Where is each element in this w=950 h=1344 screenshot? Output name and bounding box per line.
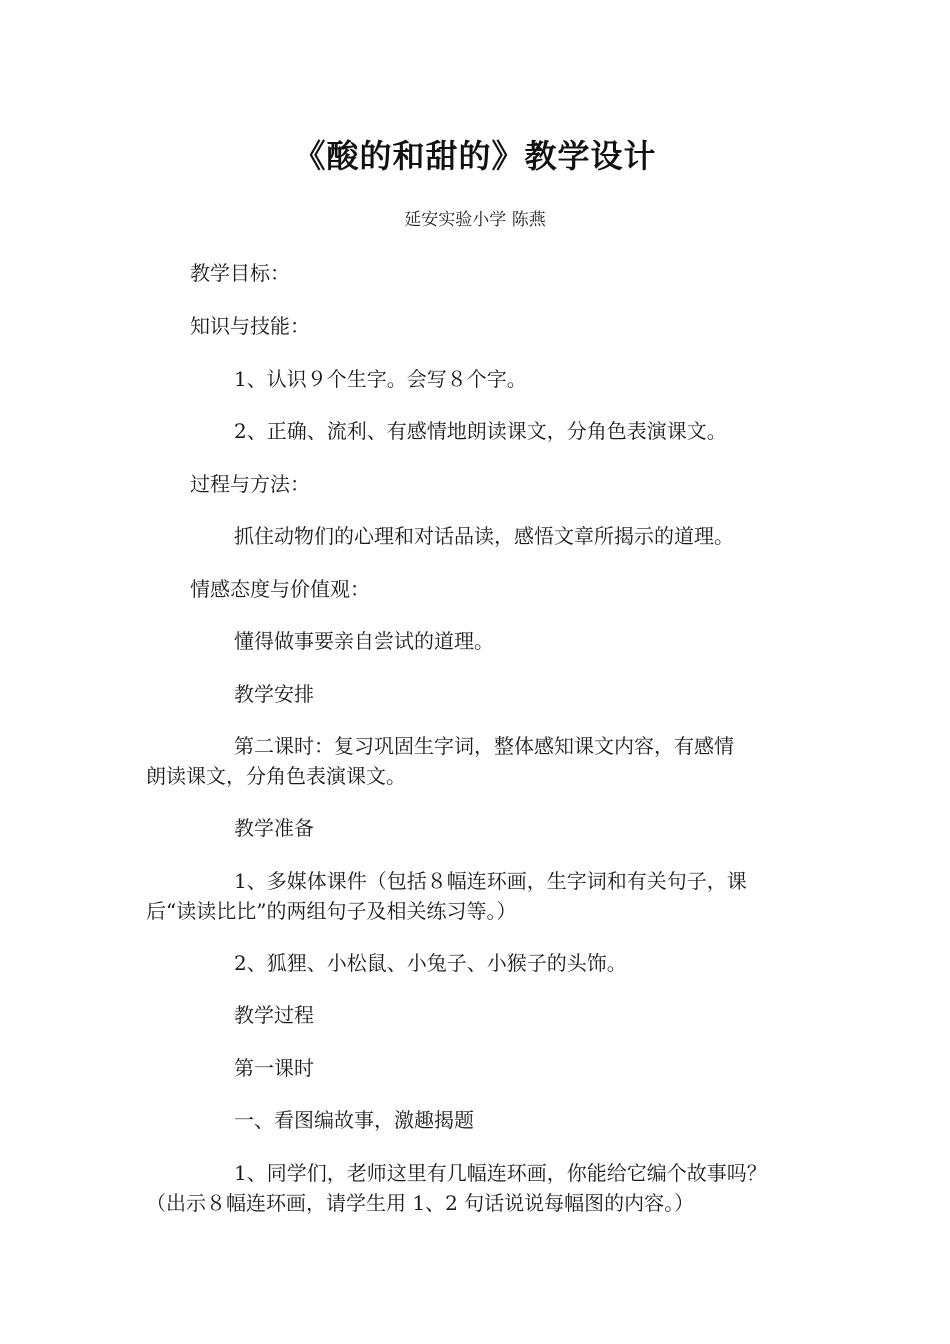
attitude-values-text: 懂得做事要亲自尝试的道理。 xyxy=(234,629,494,653)
heading-teaching-arrangement: 教学安排 xyxy=(234,682,314,706)
heading-process-method: 过程与方法： xyxy=(190,472,310,496)
preparation-item-2: 2、狐狸、小松鼠、小兔子、小猴子的头饰。 xyxy=(234,951,627,975)
process-method-text: 抓住动物们的心理和对话品读，感悟文章所揭示的道理。 xyxy=(234,524,734,548)
document-author: 延安实验小学 陈燕 xyxy=(404,210,546,230)
heading-knowledge-skills: 知识与技能： xyxy=(190,314,310,338)
heading-teaching-process: 教学过程 xyxy=(234,1003,314,1027)
document-title: 《酸的和甜的》教学设计 xyxy=(293,137,657,175)
heading-attitude-values: 情感态度与价值观： xyxy=(190,577,370,601)
step-1-line-2: （出示８幅连环画，请学生用 1、2 句话说说每幅图的内容。） xyxy=(146,1191,695,1215)
heading-teaching-preparation: 教学准备 xyxy=(234,816,314,840)
preparation-item-1-line-2: 后“读读比比”的两组句子及相关练习等。） xyxy=(146,899,517,923)
arrangement-text-line-1: 第二课时：复习巩固生字词，整体感知课文内容，有感情 xyxy=(234,734,734,758)
heading-first-lesson: 第一课时 xyxy=(234,1056,314,1080)
heading-objectives: 教学目标： xyxy=(190,261,290,285)
objective-item-2: 2、正确、流利、有感情地朗读课文，分角色表演课文。 xyxy=(234,419,727,443)
section-heading-1: 一、看图编故事，激趣揭题 xyxy=(234,1108,474,1132)
objective-item-1: 1、认识９个生字。会写８个字。 xyxy=(234,367,527,391)
arrangement-text-line-2: 朗读课文，分角色表演课文。 xyxy=(146,764,406,788)
preparation-item-1-line-1: 1、多媒体课件（包括８幅连环画，生字词和有关句子，课 xyxy=(234,869,747,893)
step-1-line-1: 1、同学们，老师这里有几幅连环画，你能给它编个故事吗？ xyxy=(234,1161,767,1185)
